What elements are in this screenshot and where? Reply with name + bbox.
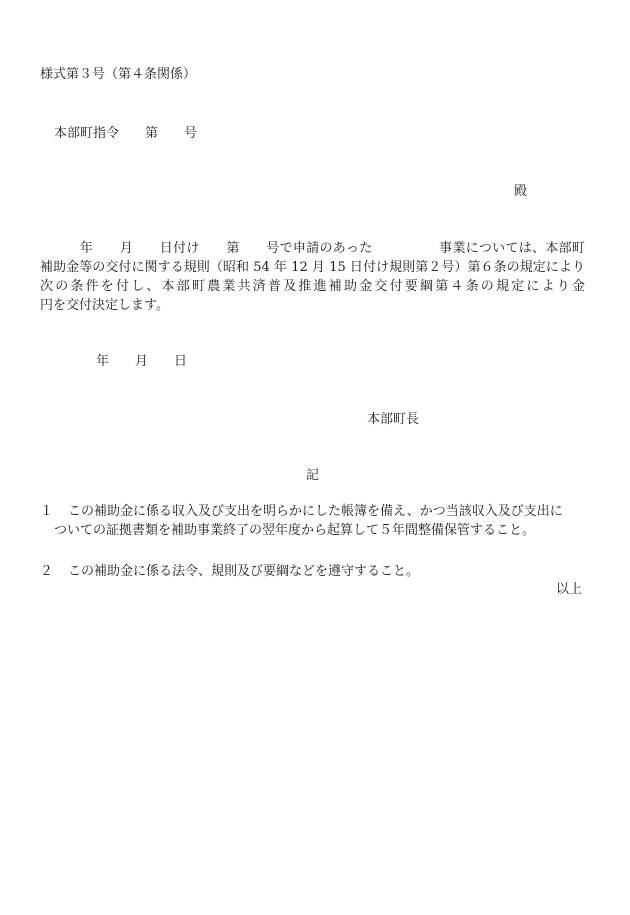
condition-number: １ [40, 504, 54, 519]
record-heading: 記 [306, 468, 320, 483]
condition-number: ２ [40, 564, 54, 579]
condition-item [40, 502, 585, 540]
condition-text: ついての証拠書類を補助事業終了の翌年度から起算して５年間整備保管すること。 [54, 523, 536, 538]
condition-item [40, 562, 585, 581]
decision-date: 年 月 日 [96, 354, 188, 369]
condition-text: この補助金に係る法令、規則及び要綱などを遵守すること。 [68, 564, 420, 579]
issuer-title: 本部町長 [367, 412, 420, 427]
addressee-honorific: 殿 [514, 184, 528, 199]
condition-text: この補助金に係る収入及び支出を明らかにした帳簿を備え、かつ当該収入及び支出に [68, 504, 563, 519]
form-number: 様式第３号（第４条関係） [40, 67, 197, 82]
body-line: 円を交付決定します。 [40, 298, 169, 313]
body-paragraph [40, 239, 585, 315]
closing-mark: 以上 [556, 582, 583, 597]
reference-number: 本部町指令 第 号 [54, 126, 198, 141]
body-line: 補助金等の交付に関する規則（昭和 54 年 12 月 15 日付け規則第２号）第６条の規定により [40, 260, 585, 275]
body-line: 次の条件を付し、本部町農業共済普及推進補助金交付要綱第４条の規定により金 [40, 279, 585, 294]
body-line: 年 月 日付け 第 号で申請のあった 事業については、本部町 [40, 241, 585, 256]
